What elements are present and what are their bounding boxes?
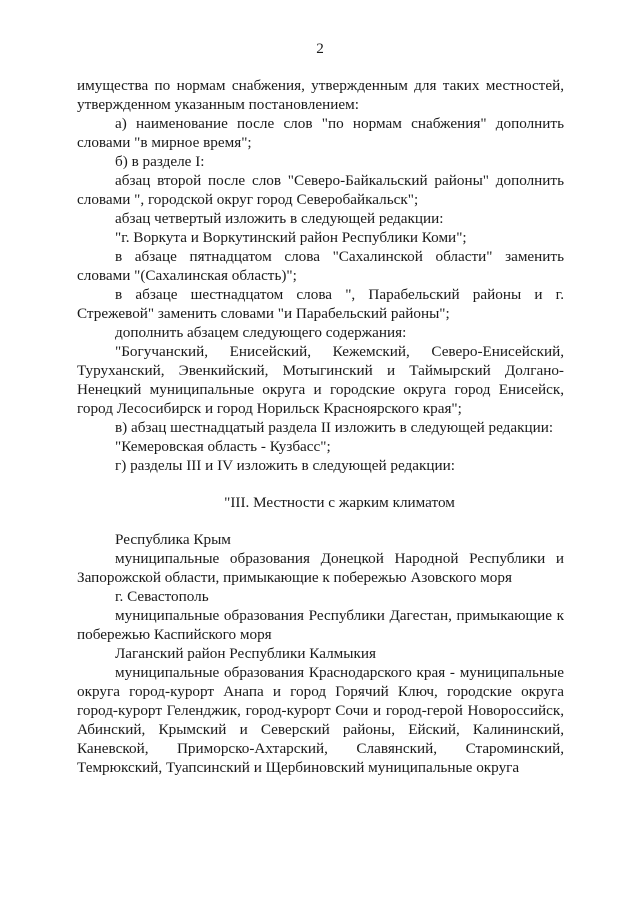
paragraph: б) в разделе I: xyxy=(115,153,205,170)
section-paragraph: г. Севастополь xyxy=(115,588,209,605)
paragraph: абзац второй после слов "Северо-Байкальский районы" дополнить словами ", городской округ город Северобайкальск"; xyxy=(77,172,564,208)
paragraph: имущества по нормам снабжения, утвержденным для таких местностей, утвержденном указанным постановлением: xyxy=(77,77,564,113)
document-body xyxy=(77,76,564,777)
paragraph: а) наименование после слов "по нормам снабжения" дополнить словами "в мирное время"; xyxy=(77,115,564,151)
paragraph: абзац четвертый изложить в следующей редакции: xyxy=(115,210,444,227)
paragraph: "г. Воркута и Воркутинский район Республики Коми"; xyxy=(115,229,467,246)
paragraph: "Богучанский, Енисейский, Кежемский, Северо-Енисейский, Туруханский, Эвенкийский, Мотыгинский и Таймырский Долгано-Ненецкий муниципальные округа и городские округа город Енисейск, город Лесосибирск и город Норильск Красноярского края"; xyxy=(77,343,564,417)
paragraph: в) абзац шестнадцатый раздела II изложить в следующей редакции: xyxy=(115,419,554,436)
section-paragraph: муниципальные образования Донецкой Народной Республики и Запорожской области, примыкающие к побережью Азовского моря xyxy=(77,550,564,586)
section-heading: "III. Местности с жарким климатом xyxy=(224,494,455,511)
paragraph: "Кемеровская область - Кузбасс"; xyxy=(115,438,331,455)
paragraph: в абзаце пятнадцатом слова "Сахалинской области" заменить словами "(Сахалинская область)"; xyxy=(77,248,564,284)
paragraph: в абзаце шестнадцатом слова ", Парабельский районы и г. Стрежевой" заменить словами "и Парабельский районы"; xyxy=(77,286,564,322)
section-paragraph: муниципальные образования Краснодарского края - муниципальные округа город-курорт Анапа и город Горячий Ключ, городские округа город-курорт Геленджик, город-курорт Сочи и город-герой Новороссийск, Абинский, Крымский и Северский районы, Ейский, Калининский, Каневской, Приморско-Ахтарский, Славянский, Староминский, Темрюкский, Туапсинский и Щербиновский муниципальные округа xyxy=(77,664,564,776)
section-paragraph: муниципальные образования Республики Дагестан, примыкающие к побережью Каспийского моря xyxy=(77,607,564,643)
page-number: 2 xyxy=(316,40,324,57)
paragraph: г) разделы III и IV изложить в следующей редакции: xyxy=(115,457,455,474)
section-paragraph: Лаганский район Республики Калмыкия xyxy=(115,645,376,662)
paragraph: дополнить абзацем следующего содержания: xyxy=(115,324,407,341)
section-paragraph: Республика Крым xyxy=(115,531,231,548)
